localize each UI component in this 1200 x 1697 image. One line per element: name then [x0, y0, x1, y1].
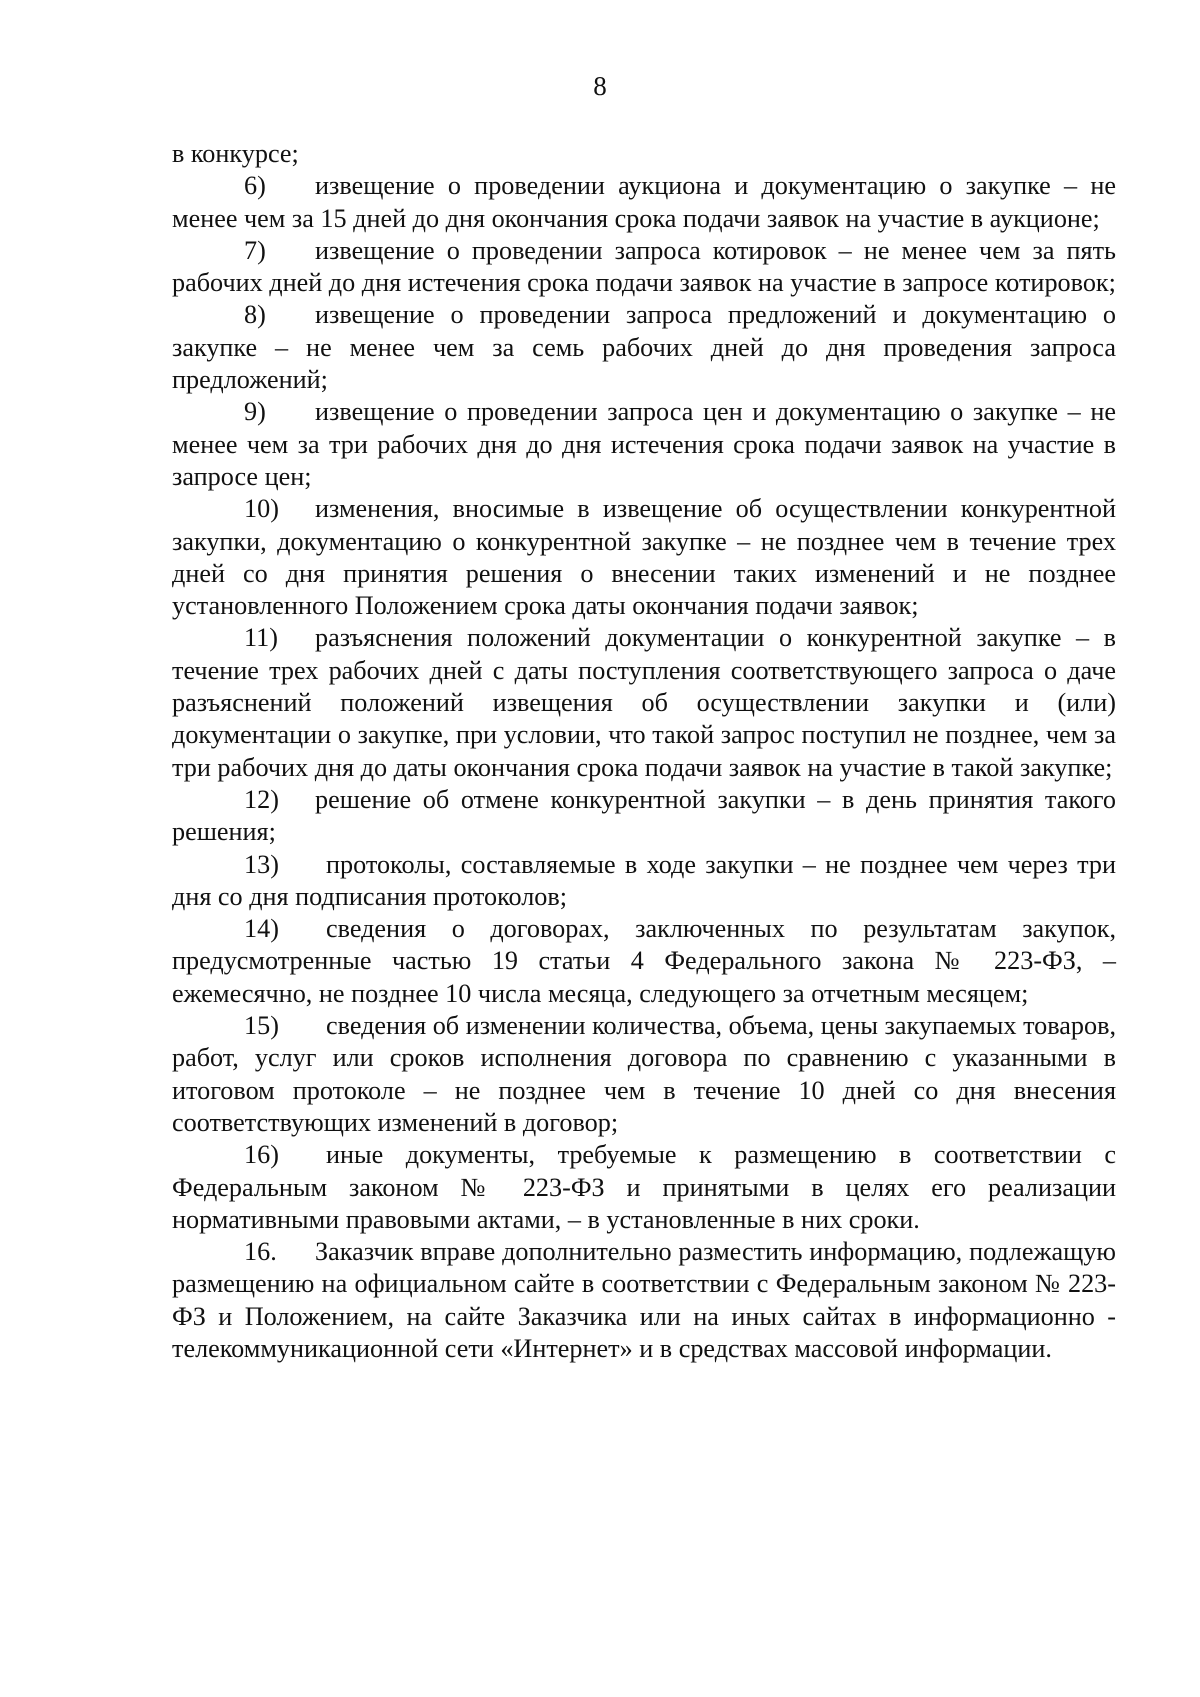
list-item-9 [172, 396, 1116, 493]
item-text: сведения о договорах, заключенных по результатам закупок, предусмотренные частью 19 статьи 4 Федерального закона № 223-ФЗ, – ежемесячно, не позднее 10 числа месяца, следующего за отчетным месяцем; [172, 914, 1116, 1008]
item-number: 11) [244, 623, 278, 653]
lead-text: в конкурсе; [172, 139, 299, 168]
item-text: иные документы, требуемые к размещению в соответствии с Федеральным законом № 223-ФЗ и принятыми в целях его реализации нормативными правовыми актами, – в установленные в них сроки. [172, 1140, 1116, 1234]
list-item-7 [172, 235, 1116, 300]
item-text: извещение о проведении запроса котировок – не менее чем за пять рабочих дней до дня истечения срока подачи заявок на участие в запросе котировок; [172, 235, 1116, 298]
list-item-13 [172, 849, 1116, 914]
item-number: 10) [244, 494, 279, 524]
list-item-8 [172, 299, 1116, 396]
item-number: 16) [244, 1140, 279, 1170]
item-number: 8) [244, 300, 266, 330]
list-item-15 [172, 1010, 1116, 1139]
clause-16 [172, 1236, 1116, 1365]
list-item-6 [172, 170, 1116, 235]
list-item-10 [172, 493, 1116, 622]
document-body [172, 138, 1116, 1365]
item-number: 15) [244, 1011, 279, 1041]
item-number: 7) [244, 235, 266, 265]
item-number: 9) [244, 397, 266, 427]
page-number: 8 [593, 71, 607, 101]
item-number: 14) [244, 914, 279, 944]
item-text: протоколы, составляемые в ходе закупки – не позднее чем через три дня со дня подписания протоколов; [172, 849, 1116, 911]
item-text: решение об отмене конкурентной закупки – в день принятия такого решения; [172, 784, 1116, 847]
clause-text: Заказчик вправе дополнительно разместить информацию, подлежащую размещению на официальном сайте в соответствии с Федеральным законом № 223-ФЗ и Положением, на сайте Заказчика или на иных сайтах в информационно - телекоммуникационной сети «Интернет» и в средствах массовой информации. [172, 1237, 1116, 1363]
item-number: 13) [244, 849, 279, 879]
list-item-11 [172, 622, 1116, 783]
item-text: изменения, вносимые в извещение об осуществлении конкурентной закупки, документацию о конкурентной закупке – не позднее чем в течение трех дней со дня принятия решения о внесении таких изменений и не позднее установленного Положением срока даты окончания подачи заявок; [172, 494, 1116, 621]
item-number: 6) [244, 171, 266, 201]
item-text: извещение о проведении запроса цен и документацию о закупке – не менее чем за три рабочих дня до дня истечения срока подачи заявок на участие в запросе цен; [172, 397, 1116, 491]
clause-number: 16. [244, 1237, 277, 1267]
item-text: извещение о проведении аукциона и документацию о закупке – не менее чем за 15 дней до дня окончания срока подачи заявок на участие в аукционе; [172, 171, 1116, 233]
list-item-12 [172, 784, 1116, 849]
item-text: извещение о проведении запроса предложений и документацию о закупке – не менее чем за семь рабочих дней до дня проведения запроса предложений; [172, 300, 1116, 395]
item-text: разъяснения положений документации о конкурентной закупке – в течение трех рабочих дней с даты поступления соответствующего запроса о даче разъяснений положений извещения об осуществлении закупки и (или) документации о закупке, при условии, что такой запрос поступил не позднее, чем за три рабочих дня до даты окончания срока подачи заявок на участие в такой закупке; [172, 623, 1116, 782]
list-item-16 [172, 1139, 1116, 1236]
list-item-14 [172, 913, 1116, 1010]
item-number: 12) [244, 784, 279, 814]
item-text: сведения об изменении количества, объема, цены закупаемых товаров, работ, услуг или сроков исполнения договора по сравнению с указанными в итоговом протоколе – не позднее чем в течение 10 дней со дня внесения соответствующих изменений в договор; [172, 1011, 1116, 1137]
